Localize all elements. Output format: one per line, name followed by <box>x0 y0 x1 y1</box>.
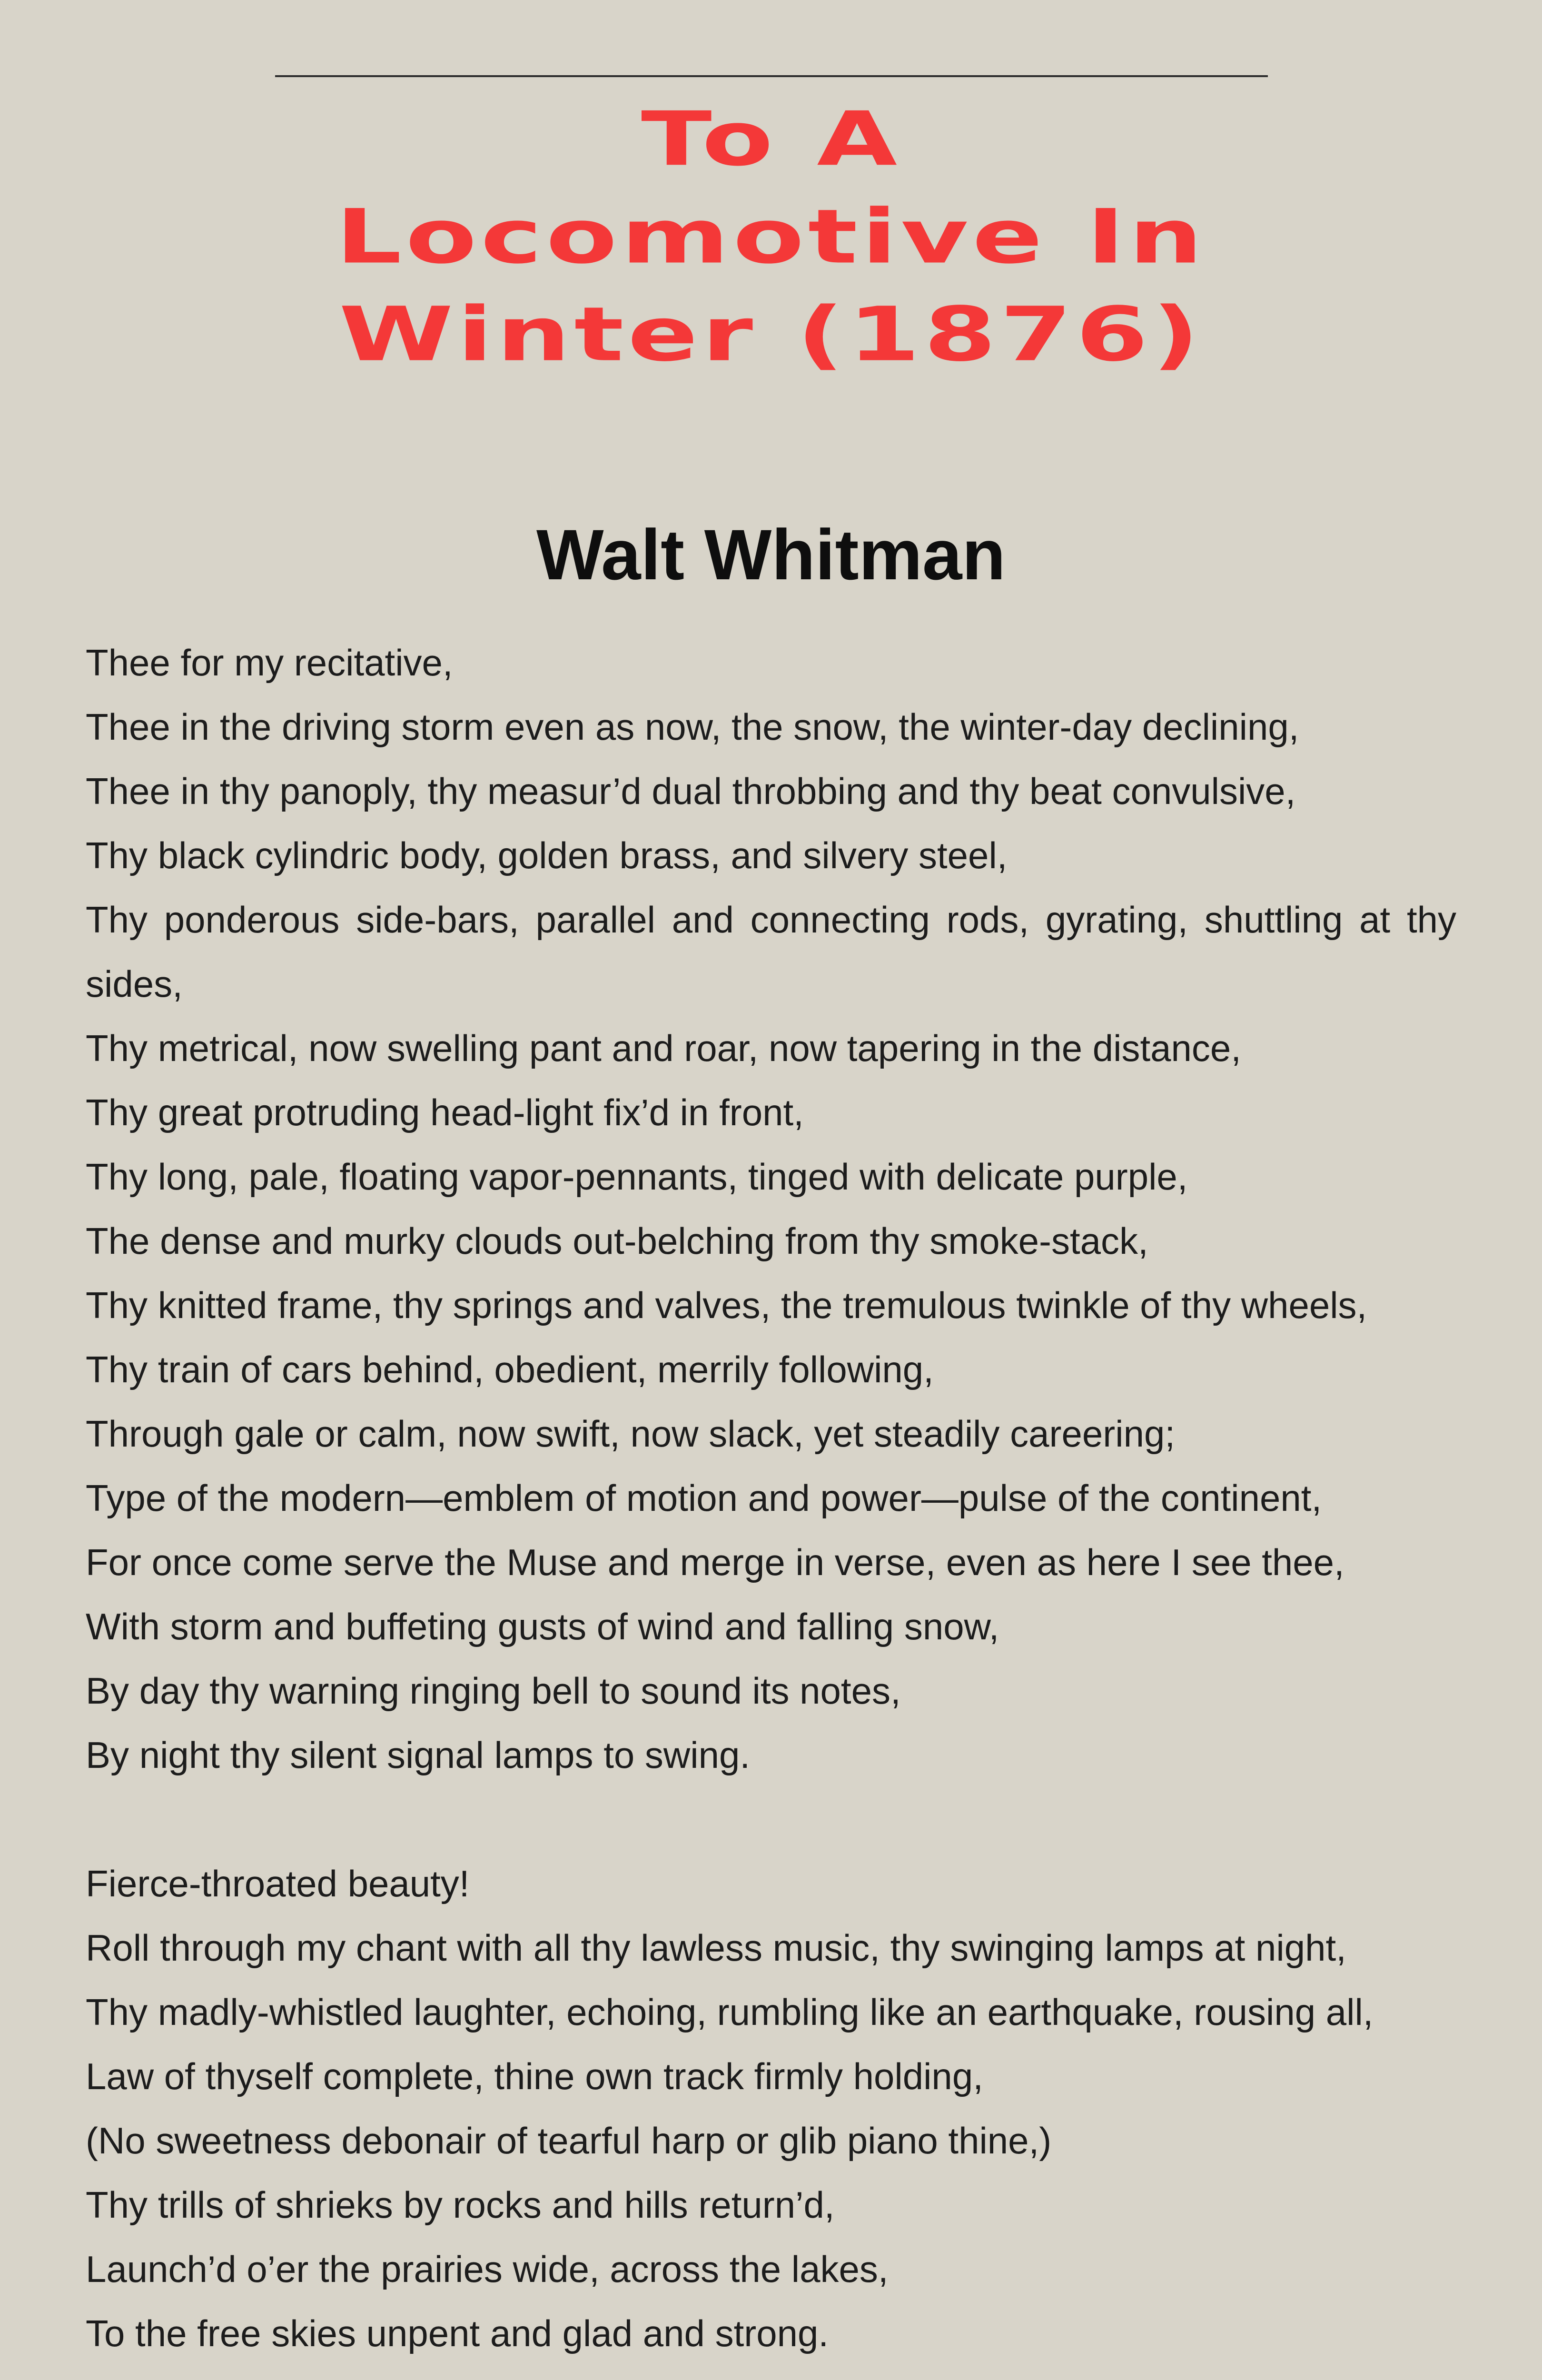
poem-line: Law of thyself complete, thine own track firmly holding, <box>86 2055 983 2097</box>
poem-line: Thy black cylindric body, golden brass, and silvery steel, <box>86 834 1008 876</box>
title-line: To A <box>641 96 901 183</box>
poem-line: Thy great protruding head-light fix’d in front, <box>86 1091 804 1133</box>
poem-line: By night thy silent signal lamps to swing. <box>86 1734 751 1776</box>
poem-line: Thee in thy panoply, thy measur’d dual throbbing and thy beat convulsive, <box>86 770 1296 812</box>
poem-line: The dense and murky clouds out-belching from thy smoke-stack, <box>86 1220 1148 1262</box>
poem-line: Thy ponderous side-bars, parallel and connecting rods, gyrating, shuttling at thy sides, <box>86 899 1456 1005</box>
poem-line: Roll through my chant with all thy lawless music, thy swinging lamps at night, <box>86 1927 1346 1969</box>
poem-line: (No sweetness debonair of tearful harp or glib piano thine,) <box>86 2120 1052 2162</box>
poem-line: Launch’d o’er the prairies wide, across the lakes, <box>86 2248 889 2290</box>
title-line: Winter (1876) <box>339 291 1203 378</box>
poem-line: Thy madly-whistled laughter, echoing, rumbling like an earthquake, rousing all, <box>86 1991 1374 2033</box>
poem-line: Thy trills of shrieks by rocks and hills return’d, <box>86 2184 835 2226</box>
top-divider <box>275 75 1268 77</box>
poem-line: Thy long, pale, floating vapor-pennants, tinged with delicate purple, <box>86 1156 1188 1198</box>
poem-line: Thee in the driving storm even as now, the snow, the winter-day declining, <box>86 706 1299 748</box>
poem-line: Thy knitted frame, thy springs and valves, the tremulous twinkle of thy wheels, <box>86 1284 1367 1326</box>
poem-line: Thee for my recitative, <box>86 642 453 684</box>
poem-line: To the free skies unpent and glad and strong. <box>86 2312 829 2354</box>
poem-body <box>86 631 1456 2366</box>
poem-line: Thy train of cars behind, obedient, merrily following, <box>86 1349 934 1390</box>
stanza-gap <box>86 1787 1456 1852</box>
poem-line: Thy metrical, now swelling pant and roar, now tapering in the distance, <box>86 1027 1241 1069</box>
poem-line: Fierce-throated beauty! <box>86 1863 470 1904</box>
poem-author: Walt Whitman <box>536 515 1006 595</box>
poem-line: For once come serve the Muse and merge in verse, even as here I see thee, <box>86 1541 1344 1583</box>
poem-line: Type of the modern—emblem of motion and power—pulse of the continent, <box>86 1477 1322 1519</box>
poem-line: With storm and buffeting gusts of wind and falling snow, <box>86 1606 999 1647</box>
poem-line: Through gale or calm, now swift, now slack, yet steadily careering; <box>86 1413 1176 1455</box>
title-line: Locomotive In <box>336 193 1206 280</box>
poem-title <box>48 90 1494 384</box>
poem-line: By day thy warning ringing bell to sound its notes, <box>86 1670 901 1712</box>
